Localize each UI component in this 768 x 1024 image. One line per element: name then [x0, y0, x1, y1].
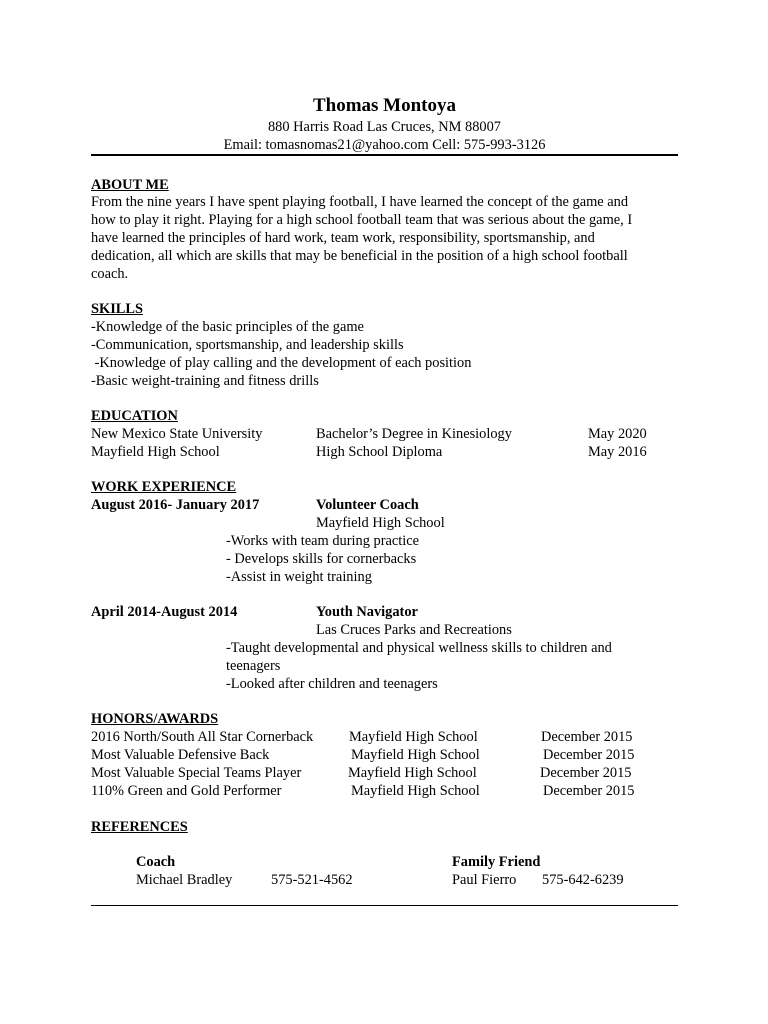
honor-date: December 2015 — [543, 747, 635, 763]
job-title: Volunteer Coach — [316, 497, 419, 513]
skill-item: -Basic weight-training and fitness drills — [91, 373, 319, 389]
reference-name: Michael Bradley — [136, 872, 233, 888]
job-duty: teenagers — [226, 658, 281, 674]
reference-name: Paul Fierro — [452, 872, 517, 888]
about-line: From the nine years I have spent playing football, I have learned the concept of the game and — [91, 194, 629, 210]
education-school: New Mexico State University — [91, 426, 263, 442]
education-degree: Bachelor’s Degree in Kinesiology — [316, 426, 512, 442]
contact-line: Email: tomasnomas21@yahoo.com Cell: 575-993-3126 — [223, 137, 546, 153]
honor-award: Most Valuable Defensive Back — [91, 747, 270, 763]
honor-school: Mayfield High School — [349, 729, 478, 745]
honor-award: 110% Green and Gold Performer — [91, 783, 282, 799]
work-heading: WORK EXPERIENCE — [91, 479, 237, 495]
job-duty: -Taught developmental and physical wellness skills to children and — [226, 640, 612, 656]
skill-item: -Knowledge of the basic principles of the game — [91, 319, 364, 335]
job-title: Youth Navigator — [316, 604, 418, 620]
reference-phone: 575-521-4562 — [271, 872, 353, 888]
job-dates: August 2016- January 2017 — [91, 497, 260, 513]
skill-item: -Communication, sportsmanship, and leadership skills — [91, 337, 404, 353]
honor-school: Mayfield High School — [348, 765, 477, 781]
job-organization: Mayfield High School — [316, 515, 445, 531]
resume-name: Thomas Montoya — [312, 95, 457, 116]
references-heading: REFERENCES — [91, 819, 188, 835]
reference-role: Family Friend — [452, 854, 541, 870]
job-organization: Las Cruces Parks and Recreations — [316, 622, 512, 638]
job-duty: -Assist in weight training — [226, 569, 372, 585]
education-date: May 2020 — [588, 426, 647, 442]
footer-divider — [91, 905, 678, 906]
honor-school: Mayfield High School — [351, 783, 480, 799]
honor-date: December 2015 — [541, 729, 633, 745]
about-line: dedication, all which are skills that may be beneficial in the position of a high school football — [91, 248, 628, 264]
about-line: how to play it right. Playing for a high school football team that was serious about the game, I — [91, 212, 633, 228]
job-duty: - Develops skills for cornerbacks — [226, 551, 417, 567]
honors-heading: HONORS/AWARDS — [91, 711, 219, 727]
job-duty: -Looked after children and teenagers — [226, 676, 438, 692]
education-heading: EDUCATION — [91, 408, 178, 424]
header-divider — [91, 154, 678, 156]
education-date: May 2016 — [588, 444, 647, 460]
honor-school: Mayfield High School — [351, 747, 480, 763]
about-line: coach. — [91, 266, 129, 282]
honor-award: Most Valuable Special Teams Player — [91, 765, 302, 781]
about-heading: ABOUT ME — [91, 177, 169, 193]
skills-heading: SKILLS — [91, 301, 143, 317]
honor-award: 2016 North/South All Star Cornerback — [91, 729, 314, 745]
job-dates: April 2014-August 2014 — [91, 604, 238, 620]
address-line: 880 Harris Road Las Cruces, NM 88007 — [267, 119, 501, 135]
about-line: have learned the principles of hard work, team work, responsibility, sportsmanship, and — [91, 230, 595, 246]
education-degree: High School Diploma — [316, 444, 443, 460]
reference-role: Coach — [136, 854, 176, 870]
job-duty: -Works with team during practice — [226, 533, 420, 549]
honor-date: December 2015 — [540, 765, 632, 781]
education-school: Mayfield High School — [91, 444, 220, 460]
skill-item: -Knowledge of play calling and the development of each position — [91, 355, 472, 371]
honor-date: December 2015 — [543, 783, 635, 799]
reference-phone: 575-642-6239 — [542, 872, 624, 888]
